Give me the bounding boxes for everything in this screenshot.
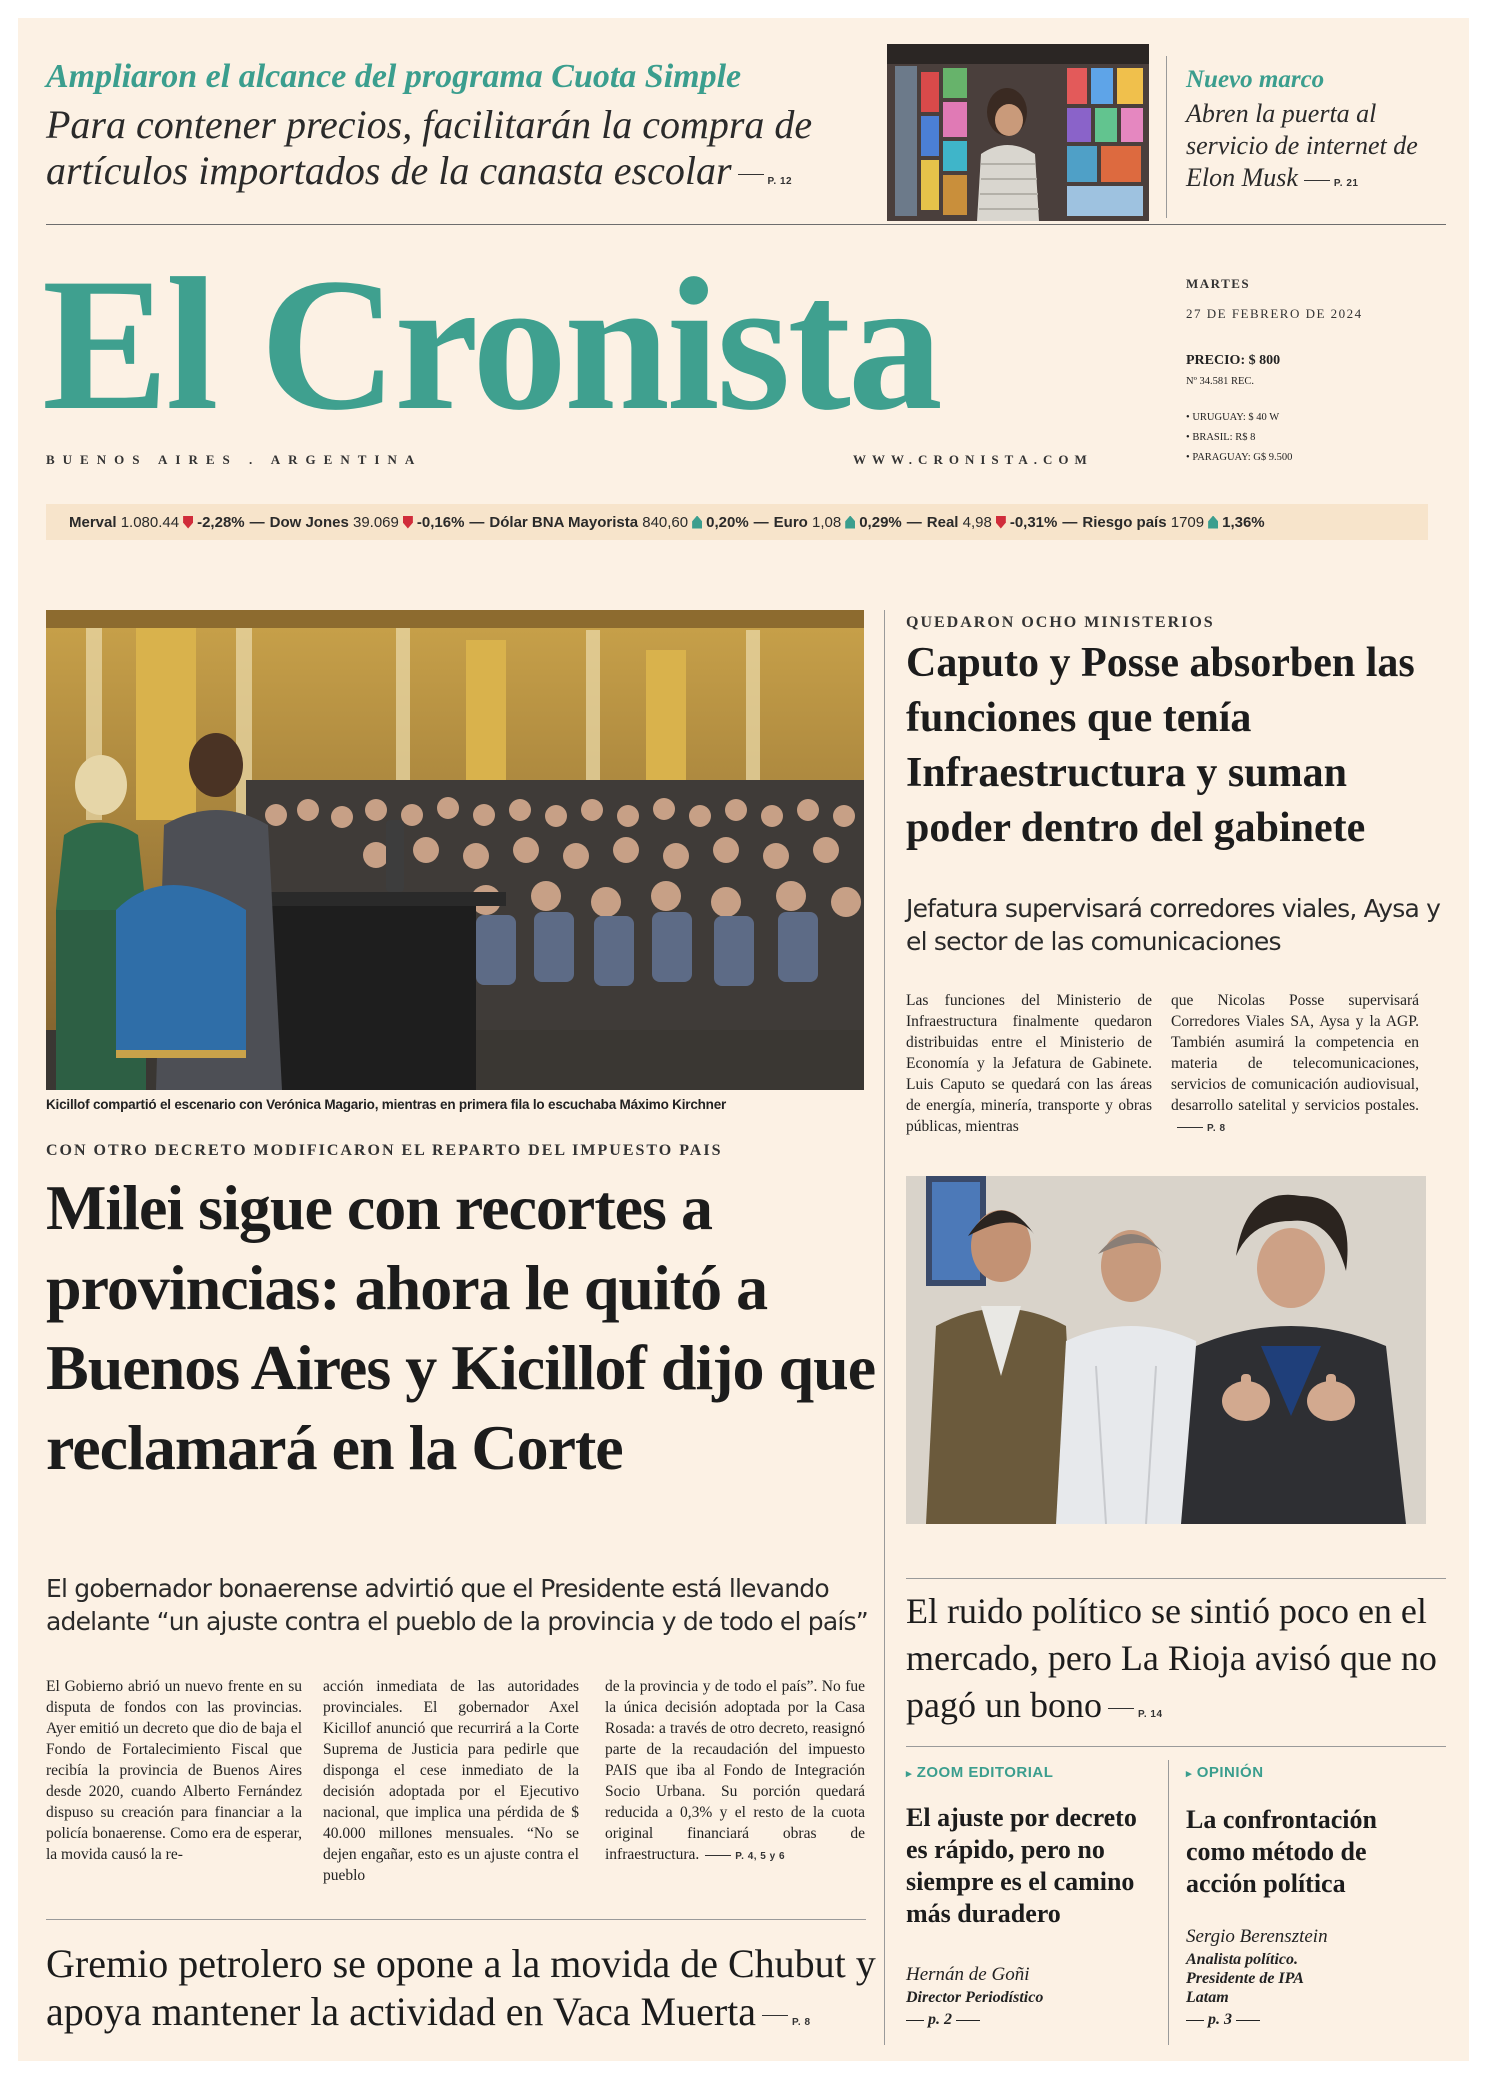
opinion-divider [1168, 1760, 1169, 2045]
officials-photo-illustration [906, 1176, 1426, 1524]
side-story-headline-text: Abren la puerta al servicio de internet de Elon Musk [1186, 99, 1418, 192]
ticker-separator: — [753, 513, 769, 531]
ticker-separator: — [1062, 513, 1078, 531]
opinion-page-ref [1186, 2010, 1260, 2029]
side-story-page-ref: P. 21 [1333, 178, 1359, 189]
top-story-headline-text: Para contener precios, facilitarán la compra de artículos importados de la canasta escolar [46, 102, 813, 193]
top-divider [1166, 56, 1167, 218]
opinion-author: Sergio Berensztein [1186, 1926, 1328, 1947]
top-story-page-ref: P. 12 [767, 176, 793, 187]
market-story-headline[interactable] [906, 1588, 1446, 1738]
cabinet-story-body-col-2 [1171, 990, 1419, 1139]
cabinet-story-headline[interactable]: Caputo y Posse absorben las funciones que tenía Infraestructura y suman poder dentro del gabinete [906, 640, 1415, 851]
ticker-change: -0,31% [1009, 513, 1058, 531]
ticker-change: 1,36% [1222, 513, 1265, 531]
ticker-change: -0,16% [416, 513, 465, 531]
price-abroad-paraguay-text: PARAGUAY: G$ 9.500 [1192, 452, 1293, 463]
masthead-issue: Nº 34.581 REC. [1186, 376, 1255, 387]
ticker-item-riesgo-pais [1082, 514, 1264, 531]
bottom-story-headline[interactable] [46, 1940, 876, 2047]
opinion-label [1186, 1764, 1264, 1781]
cabinet-story-kicker: QUEDARON OCHO MINISTERIOS [906, 614, 1215, 631]
ticker-separator: — [906, 513, 922, 531]
ticker-separator: — [249, 513, 265, 531]
dash-line [762, 2015, 788, 2016]
school-supplies-photo-illustration [887, 44, 1149, 221]
main-story-body-col-1: El Gobierno abrió un nuevo frente en su disputa de fondos con las provincias. Ayer emitió un decreto que dio de baja el Fondo de Fortalecimiento Fiscal que recibía la provincia de Buenos Aires desde 2020, cuando Alberto Fernández dispuso su creación para financiar a la policía bonaerense. Como era de esperar, la movida causó la re- [46, 1678, 302, 1863]
ticker-item-merval [69, 514, 245, 531]
zoom-editorial-page-ref-text: p. 2 [928, 2011, 952, 2028]
main-story-body-col-3-text: de la provincia y de todo el país”. No fue la única decisión adoptada por la Casa Rosada: a través de otro decreto, reasignó parte de la recaudación del impuesto PAIS que iba al Fondo de Integración Socio Urbana. Su porción quedará reducida a 0,3% y el resto de la cuota original financiará obras de infraestructura. [605, 1678, 865, 1863]
press-conference-photo-illustration [46, 610, 864, 1090]
ticker-value: 39.069 [352, 513, 399, 531]
column-divider [884, 610, 885, 2045]
price-abroad-paraguay: • PARAGUAY: G$ 9.500 [1186, 452, 1293, 463]
caret-right-icon: ▸ [906, 1768, 913, 1780]
up-arrow-icon [845, 516, 855, 529]
bottom-story-page-ref: P. 8 [792, 2017, 811, 2028]
masthead-date: 27 DE FEBRERO DE 2024 [1186, 306, 1363, 321]
dash-line [705, 1855, 731, 1856]
up-arrow-icon [1208, 516, 1218, 529]
ticker-value: 840,60 [642, 513, 689, 531]
opinion-headline[interactable]: La confrontación como método de acción política [1186, 1805, 1377, 1898]
down-arrow-icon [403, 516, 413, 529]
down-arrow-icon [996, 516, 1006, 529]
ticker-name: Merval [69, 513, 117, 531]
side-story-kicker: Nuevo marco [1186, 66, 1325, 93]
zoom-editorial-author: Hernán de Goñi [906, 1964, 1030, 1985]
down-arrow-icon [183, 516, 193, 529]
ticker-name: Dólar BNA Mayorista [489, 513, 639, 531]
ticker-name: Real [926, 513, 959, 531]
dash-line [1177, 1127, 1203, 1128]
ticker-value: 1,08 [812, 513, 842, 531]
zoom-editorial-label [906, 1764, 1053, 1781]
side-story-headline[interactable] [1186, 98, 1446, 200]
zoom-editorial-headline[interactable]: El ajuste por decreto es rápido, pero no siempre es el camino más duradero [906, 1803, 1137, 1928]
main-story-kicker: CON OTRO DECRETO MODIFICARON EL REPARTO DEL IMPUESTO PAIS [46, 1142, 723, 1159]
market-story-page-ref: P. 14 [1137, 1709, 1163, 1720]
cabinet-story-subhead: Jefatura supervisará corredores viales, Aysa y el sector de las comunicaciones [906, 894, 1441, 956]
main-story-subhead: El gobernador bonaerense advirtió que el Presidente está llevando adelante “un ajuste contra el pueblo de la provincia y de todo el país” [46, 1574, 868, 1636]
ticker-name: Dow Jones [269, 513, 349, 531]
ticker-value: 4,98 [962, 513, 992, 531]
ticker-change: 0,29% [859, 513, 902, 531]
top-story-kicker: Ampliaron el alcance del programa Cuota Simple [46, 58, 742, 95]
ticker-name: Riesgo país [1082, 513, 1167, 531]
cabinet-story-body-col-1: Las funciones del Ministerio de Infraestructura finalmente quedaron distribuidas entre el Ministerio de Economía y la Jefatura de Gabinete. Luis Caputo se quedará con las áreas de energía, minería, transporte y obras públicas, mientras [906, 992, 1152, 1135]
cabinet-story-body-col-2-text: que Nicolas Posse supervisará Corredores Viales SA, Aysa y la AGP. También asumirá la competencia en materia de telecomunicaciones, servicios de comunicación audiovisual, desarrollo satelital y servicios postales. [1171, 992, 1419, 1114]
main-photo-caption: Kicillof compartió el escenario con Verónica Magario, mientras en primera fila lo escuchaba Máximo Kirchner [46, 1097, 727, 1112]
opinion-role: Analista político. Presidente de IPA Latam [1186, 1951, 1304, 2006]
ticker-item-dow-jones [270, 514, 465, 531]
masthead-url[interactable]: WWW.CRONISTA.COM [853, 452, 1093, 467]
ticker-item-euro [774, 514, 902, 531]
caret-right-icon: ▸ [1186, 1768, 1193, 1780]
dash-line [1108, 1708, 1134, 1709]
zoom-editorial-role: Director Periodístico [906, 1989, 1044, 2006]
zoom-editorial-page-ref [906, 2010, 980, 2029]
cabinet-story-photo[interactable] [906, 1176, 1426, 1524]
bottom-story-rule [46, 1919, 866, 1920]
ticker-change: 0,20% [706, 513, 749, 531]
masthead-day: MARTES [1186, 276, 1251, 291]
main-story-body-col-3 [605, 1676, 865, 1867]
top-story-headline[interactable] [46, 102, 891, 205]
opinion-label-text: OPINIÓN [1196, 1764, 1264, 1781]
ticker-change: -2,28% [197, 513, 245, 531]
main-story-photo[interactable] [46, 610, 864, 1090]
bottom-story-headline-text: Gremio petrolero se opone a la movida de Chubut y apoya mantener la actividad en Vaca Muerta [46, 1941, 876, 2034]
top-band-rule [46, 224, 1446, 225]
market-story-rule [906, 1578, 1446, 1579]
masthead-city: BUENOS AIRES . ARGENTINA [46, 452, 423, 467]
market-ticker [46, 504, 1428, 540]
masthead-logo[interactable]: El Cronista [42, 240, 940, 450]
price-abroad-uruguay: • URUGUAY: $ 40 W [1186, 412, 1280, 423]
top-story-photo[interactable] [887, 44, 1149, 221]
ticker-separator: — [469, 513, 485, 531]
ticker-item-real [927, 514, 1058, 531]
up-arrow-icon [692, 516, 702, 529]
main-story-headline[interactable]: Milei sigue con recortes a provincias: ahora le quitó a Buenos Aires y Kicillof dijo que reclamará en la Corte [46, 1172, 876, 1483]
main-story-page-ref: P. 4, 5 y 6 [735, 1851, 786, 1862]
ticker-value: 1.080.44 [120, 513, 180, 531]
price-abroad-brasil: • BRASIL: R$ 8 [1186, 432, 1256, 443]
price-abroad-brasil-text: BRASIL: R$ 8 [1192, 432, 1256, 443]
newspaper-front-page [18, 18, 1469, 2061]
masthead-price: PRECIO: $ 800 [1186, 353, 1281, 368]
market-story-headline-text: El ruido político se sintió poco en el mercado, pero La Rioja avisó que no pagó un bono [906, 1591, 1437, 1725]
cabinet-story-page-ref: P. 8 [1207, 1123, 1226, 1134]
opinion-page-ref-text: p. 3 [1208, 2011, 1232, 2028]
main-story-body-col-2: acción inmediata de las autoridades provinciales. El gobernador Axel Kicillof anunció que recurrirá a la Corte Suprema de Justicia para pedirle que disponga el cese inmediato de la decisión adoptada por el Ejecutivo nacional, que implica una pérdida de $ 40.000 millones mensuales. “No se dejen engañar, esto es un ajuste contra el pueblo [323, 1678, 579, 1884]
dash-line [1304, 180, 1330, 181]
price-abroad-uruguay-text: URUGUAY: $ 40 W [1192, 412, 1280, 423]
dash-line [738, 174, 764, 175]
opinion-rule [906, 1746, 1446, 1747]
ticker-name: Euro [773, 513, 808, 531]
ticker-item-dolar [489, 514, 748, 531]
ticker-value: 1709 [1170, 513, 1205, 531]
zoom-editorial-label-text: ZOOM EDITORIAL [916, 1764, 1054, 1781]
